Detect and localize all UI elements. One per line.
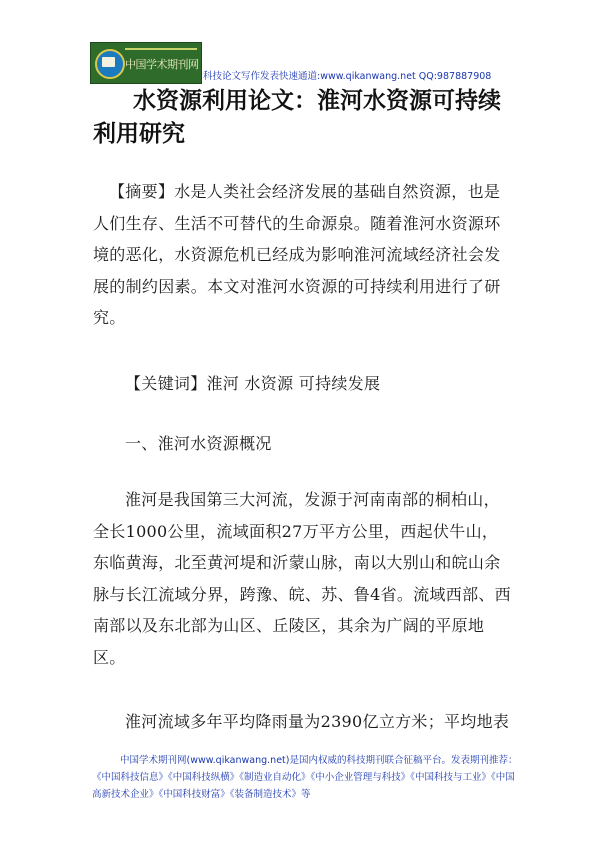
- logo-text: 中国学术期刊网: [125, 58, 199, 71]
- book-icon: [102, 57, 115, 67]
- section-heading: 一、淮河水资源概况: [125, 434, 272, 453]
- site-logo: [90, 42, 202, 84]
- body-paragraph-continued: 淮河流域多年平均降雨量为2390亿立方米；平均地表: [125, 712, 510, 731]
- footer-promo[interactable]: 中国学术期刊网(www.qikanwang.net)是国内权威的科技期刊联合征稿平台。发表期刊推荐：《中国科技信息》《中国科技纵横》《制造业自动化》《中小企业管理与科技》《中国科技与工业》《中国高新技术企业》《中国科技财富》《装备制造技术》等: [92, 755, 518, 800]
- abstract-paragraph: 【摘要】水是人类社会经济发展的基础自然资源，也是人们生存、生活不可替代的生命源泉。随着淮河水资源环境的恶化，水资源危机已经成为影响淮河流域经济社会发展的制约因素。本文对淮河水资源的可持续利用进行了研究。: [93, 182, 501, 327]
- keywords-line: 【关键词】淮河 水资源 可持续发展: [125, 374, 381, 393]
- header-submission-link[interactable]: 科技论文写作发表快速通道:www.qikanwang.net QQ:987887908: [203, 71, 492, 82]
- document-title: 水资源利用论文：淮河水资源可持续利用研究: [93, 87, 501, 147]
- logo-decoration: [125, 48, 197, 50]
- body-paragraph: 淮河是我国第三大河流，发源于河南南部的桐柏山，全长1000公里，流域面积27万平方公里，西起伏牛山，东临黄海，北至黄河堤和沂蒙山脉，南以大别山和皖山余脉与长江流域分界，跨豫、皖、苏、鲁4省。流域西部、西南部以及东北部为山区、丘陵区，其余为广阔的平原地区。: [93, 490, 511, 667]
